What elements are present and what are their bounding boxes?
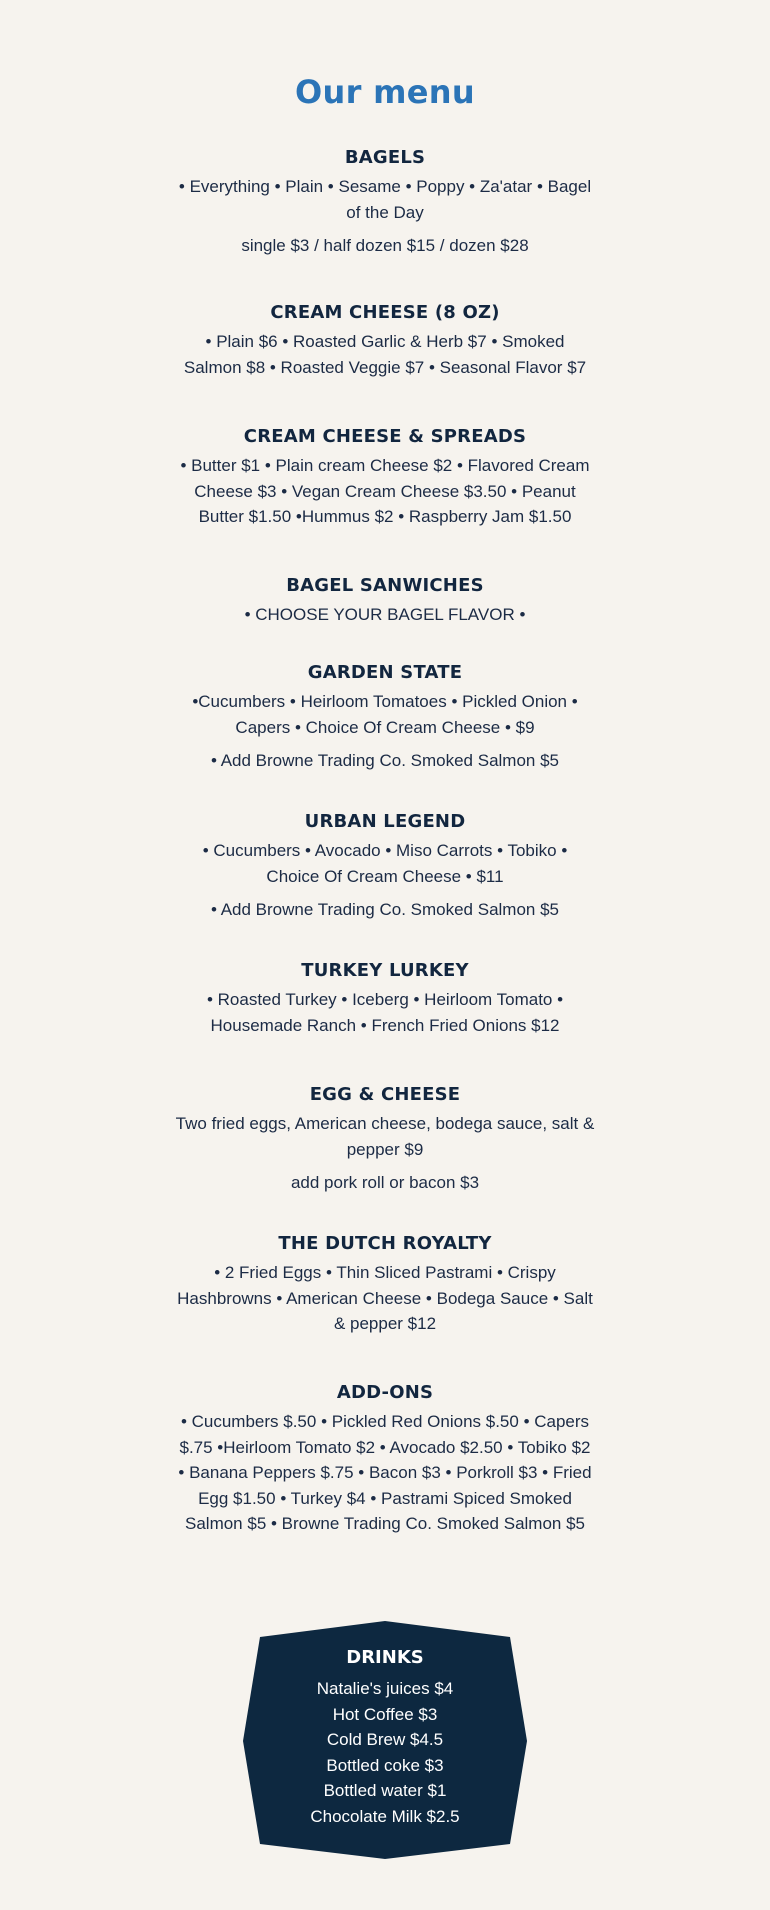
page-title: Our menu — [295, 73, 475, 111]
drink-item: Bottled coke $3 — [326, 1755, 444, 1775]
drink-item: Natalie's juices $4 — [316, 1679, 454, 1698]
turkey-lurkey-title: TURKEY LURKEY — [301, 960, 469, 981]
garden-state-addon: • Add Browne Trading Co. Smoked Salmon $5 — [210, 751, 560, 770]
drink-item: Chocolate Milk $2.5 — [310, 1806, 460, 1826]
addons-section — [175, 1382, 595, 1537]
drink-item: Hot Coffee $3 — [332, 1704, 438, 1724]
garden-state-section — [175, 662, 595, 774]
urban-legend-addon: • Add Browne Trading Co. Smoked Salmon $5 — [210, 900, 560, 919]
sandwiches-section — [175, 575, 595, 628]
urban-legend-items: • Cucumbers • Avocado • Miso Carrots • Tobiko • Choice Of Cream Cheese • $11 — [202, 841, 568, 886]
drink-item: Cold Brew $4.5 — [326, 1730, 444, 1749]
urban-legend-title: URBAN LEGEND — [304, 811, 466, 832]
sandwiches-title: BAGEL SANWICHES — [286, 575, 484, 596]
drink-item: Bottled water $1 — [323, 1781, 447, 1800]
bagels-items: • Everything • Plain • Sesame • Poppy • Za'atar • Bagel of the Day — [178, 177, 592, 222]
spreads-section — [175, 426, 595, 530]
bagels-section — [175, 147, 595, 259]
turkey-lurkey-items: • Roasted Turkey • Iceberg • Heirloom Tomato • Housemade Ranch • French Fried Onions $12 — [206, 990, 564, 1035]
garden-state-title: GARDEN STATE — [307, 662, 463, 683]
egg-cheese-items: Two fried eggs, American cheese, bodega sauce, salt & pepper $9 — [175, 1114, 595, 1159]
drinks-content — [242, 1647, 528, 1829]
garden-state-items: •Cucumbers • Heirloom Tomatoes • Pickled Onion • Capers • Choice Of Cream Cheese • $9 — [192, 692, 578, 737]
drinks-title: DRINKS — [346, 1647, 424, 1668]
cream-cheese-items: • Plain $6 • Roasted Garlic & Herb $7 • Smoked Salmon $8 • Roasted Veggie $7 • Seasonal Flavor $7 — [183, 332, 587, 377]
bagels-prices: single $3 / half dozen $15 / dozen $28 — [241, 236, 529, 255]
urban-legend-section — [175, 811, 595, 923]
dutch-royalty-title: THE DUTCH ROYALTY — [278, 1233, 492, 1254]
egg-cheese-title: EGG & CHEESE — [309, 1084, 461, 1105]
egg-cheese-section — [175, 1084, 595, 1196]
dutch-royalty-items: • 2 Fried Eggs • Thin Sliced Pastrami • Crispy Hashbrowns • American Cheese • Bodega Sauce • Salt & pepper $12 — [177, 1263, 593, 1333]
bagels-title: BAGELS — [344, 147, 426, 168]
spreads-title: CREAM CHEESE & SPREADS — [243, 426, 527, 447]
egg-cheese-addon: add pork roll or bacon $3 — [290, 1173, 480, 1192]
dutch-royalty-section — [175, 1233, 595, 1337]
spreads-items: • Butter $1 • Plain cream Cheese $2 • Flavored Cream Cheese $3 • Vegan Cream Cheese $3.50 • Peanut Butter $1.50 •Hummus $2 • Raspberry Jam $1.50 — [180, 456, 590, 526]
cream-cheese-title: CREAM CHEESE (8 OZ) — [270, 302, 500, 323]
turkey-lurkey-section — [175, 960, 595, 1038]
addons-title: ADD-ONS — [336, 1382, 434, 1403]
drinks-badge — [242, 1620, 528, 1860]
sandwiches-note: • CHOOSE YOUR BAGEL FLAVOR • — [244, 605, 526, 624]
addons-items: • Cucumbers $.50 • Pickled Red Onions $.50 • Capers $.75 •Heirloom Tomato $2 • Avocado $2.50 • Tobiko $2 • Banana Peppers $.75 • Bacon $3 • Porkroll $3 • Fried Egg $1.50 • Turkey $4 • Pastrami Spiced Smoked Salmon $5 • Browne Trading Co. Smoked Salmon $5 — [178, 1412, 592, 1533]
cream-cheese-section — [175, 302, 595, 380]
